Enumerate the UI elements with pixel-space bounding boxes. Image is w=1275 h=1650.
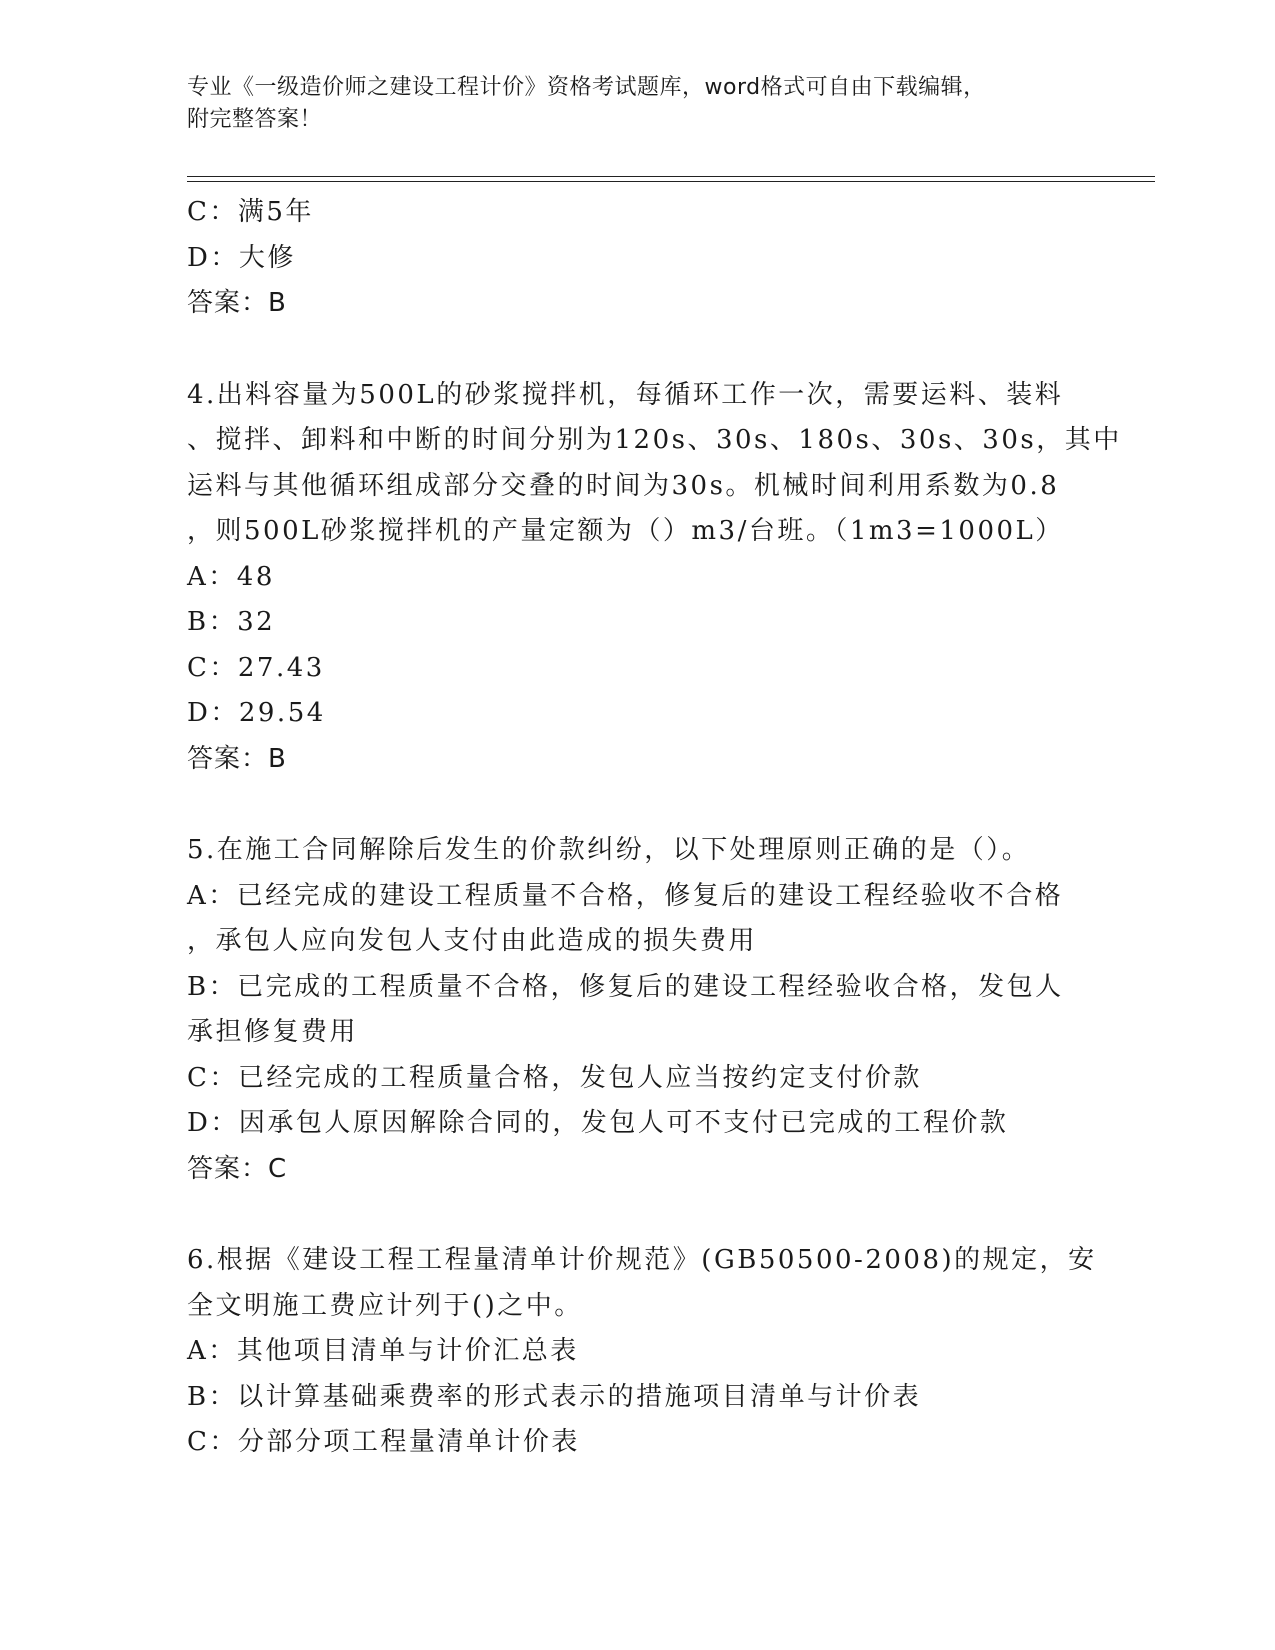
option-a: A：48 <box>187 561 275 592</box>
option-c: C：已经完成的工程质量合格，发包人应当按约定支付价款 <box>187 1062 922 1093</box>
answer: 答案：C <box>187 1153 288 1184</box>
answer: 答案：B <box>187 288 287 318</box>
option-c: C：27.43 <box>187 652 325 683</box>
question-stem-line: 运料与其他循环组成部分交叠的时间为30s。机械时间利用系数为0.8 <box>187 470 1060 501</box>
option-a-continued: ，承包人应向发包人支付由此造成的损失费用 <box>187 926 758 956</box>
header-line-1: 专业《一级造价师之建设工程计价》资格考试题库，word格式可自由下载编辑， <box>187 75 986 100</box>
question-5 <box>187 828 1087 1192</box>
option-d: D：大修 <box>187 242 296 273</box>
option-c: C：分部分项工程量清单计价表 <box>187 1427 580 1457</box>
option-b: B：以计算基础乘费率的形式表示的措施项目清单与计价表 <box>187 1381 922 1412</box>
option-b-continued: 承担修复费用 <box>187 1017 359 1047</box>
document-header <box>187 72 1067 136</box>
question-list <box>187 190 1122 1466</box>
question-stem-line: 5.在施工合同解除后发生的价款纠纷，以下处理原则正确的是（）。 <box>187 835 1031 865</box>
header-divider-bottom <box>187 181 1155 182</box>
question-6 <box>187 1238 1097 1466</box>
question-stem-line: 、搅拌、卸料和中断的时间分别为120s、30s、180s、30s、30s，其中 <box>187 425 1122 455</box>
option-d: D：29.54 <box>187 698 326 728</box>
question-stem-line: 全文明施工费应计列于()之中。 <box>187 1290 583 1321</box>
header-line-2: 附完整答案！ <box>187 107 323 132</box>
option-b: B：32 <box>187 607 276 637</box>
option-d: D：因承包人原因解除合同的，发包人可不支付已完成的工程价款 <box>187 1108 1009 1138</box>
option-c: C：满5年 <box>187 197 314 227</box>
header-divider-top <box>187 176 1155 177</box>
option-a: A：已经完成的建设工程质量不合格，修复后的建设工程经验收不合格 <box>187 880 1064 911</box>
question-3-tail <box>187 190 1087 327</box>
question-4 <box>187 373 1122 783</box>
answer: 答案：B <box>187 743 287 774</box>
question-stem-line: 6.根据《建设工程工程量清单计价规范》(GB50500-2008)的规定，安 <box>187 1245 1097 1275</box>
question-stem-line: ，则500L砂浆搅拌机的产量定额为（）m3/台班。（1m3=1000L） <box>187 516 1064 546</box>
question-stem-line: 4.出料容量为500L的砂浆搅拌机，每循环工作一次，需要运料、装料 <box>187 379 1064 410</box>
option-a: A：其他项目清单与计价汇总表 <box>187 1336 579 1366</box>
option-b: B：已完成的工程质量不合格，修复后的建设工程经验收合格，发包人 <box>187 971 1064 1002</box>
